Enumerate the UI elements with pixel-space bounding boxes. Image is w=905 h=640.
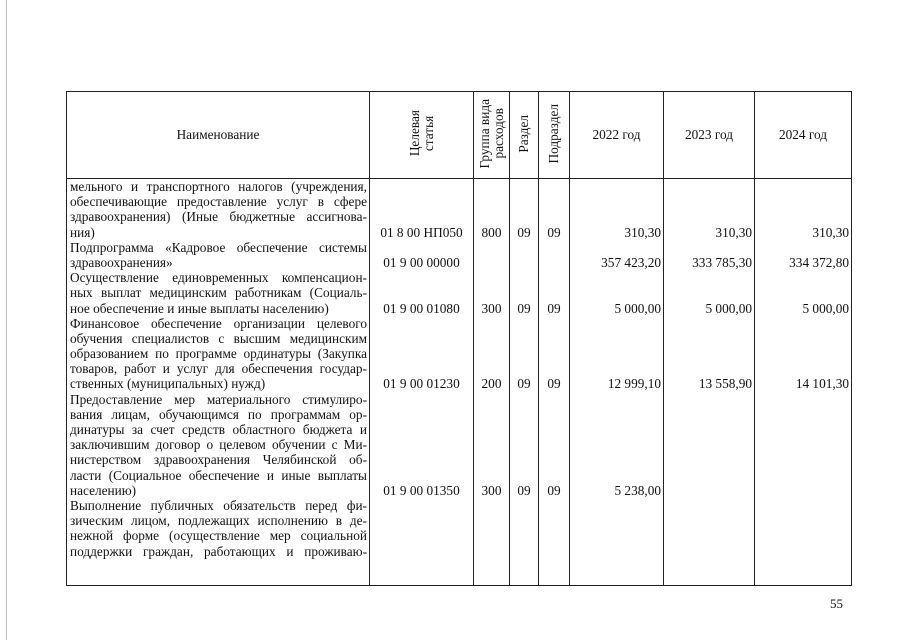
group-line [474, 346, 509, 361]
y2024-line [755, 346, 851, 361]
group-line: 200 [481, 376, 502, 392]
y2023-line: 5 000,00 [705, 300, 752, 316]
y2023-line [664, 240, 754, 255]
y2023-line: 333 785,30 [692, 254, 752, 270]
y2023-line [664, 209, 754, 224]
y2023-line: 13 558,90 [698, 376, 752, 392]
subsection-line [539, 498, 569, 513]
y2024-line: 334 372,80 [789, 254, 849, 270]
y2023-line [664, 270, 754, 285]
name-line: нистерством здравоохранения Челябинской об- [70, 452, 367, 468]
group-line [474, 285, 509, 300]
header-row [67, 92, 852, 179]
section-line [510, 240, 538, 255]
y2023-line [664, 179, 754, 194]
subsection-line: 09 [547, 224, 561, 240]
scan-edge-line [6, 0, 7, 640]
y2023-line [664, 392, 754, 407]
y2022-line [570, 407, 663, 422]
y2024-line [755, 407, 851, 422]
y2024-line [755, 209, 851, 224]
code-line [370, 422, 473, 437]
subsection-line [539, 346, 569, 361]
y2022-line: 310,30 [624, 224, 661, 240]
group-column [474, 179, 510, 586]
header-subsection: Подраздел [539, 92, 570, 179]
group-line [474, 437, 509, 452]
code-line [370, 513, 473, 528]
code-line [370, 209, 473, 224]
y2022-line: 5 000,00 [614, 300, 661, 316]
y2023-line [664, 316, 754, 331]
budget-table [66, 91, 852, 586]
subsection-line [539, 255, 569, 270]
section-line [510, 407, 538, 422]
group-line [474, 316, 509, 331]
header-year-2022: 2022 год [570, 92, 664, 179]
y2024-line [755, 316, 851, 331]
y2024-line [755, 361, 851, 376]
group-line [474, 422, 509, 437]
name-line: обучения специалистов с высшим медицинским [70, 330, 367, 346]
subsection-line [539, 437, 569, 452]
y2023-line [664, 452, 754, 467]
section-line [510, 498, 538, 513]
section-line [510, 331, 538, 346]
y2024-line [755, 422, 851, 437]
name-line: ласти (Социальное обеспечение и иные выплаты [70, 467, 367, 483]
year-2023-column [664, 179, 755, 586]
section-line [510, 255, 538, 270]
y2022-line [570, 437, 663, 452]
subsection-line [539, 270, 569, 285]
code-line [370, 285, 473, 300]
group-line: 800 [481, 224, 502, 240]
body-row [67, 179, 852, 586]
y2024-line [755, 392, 851, 407]
code-line: 01 8 00 НП050 [380, 224, 463, 240]
group-line [474, 209, 509, 224]
name-line: Подпрограмма «Кадровое обеспечение системы [70, 239, 367, 255]
y2024-line [755, 179, 851, 194]
subsection-line: 09 [547, 482, 561, 498]
y2022-line [570, 209, 663, 224]
subsection-line [539, 528, 569, 543]
subsection-column [539, 179, 570, 586]
code-line [370, 179, 473, 194]
code-line: 01 9 00 01230 [383, 376, 460, 392]
subsection-line: 09 [547, 300, 561, 316]
name-line: вания лицам, обучающимся по программам ор- [70, 406, 367, 422]
y2022-line [570, 240, 663, 255]
section-line [510, 513, 538, 528]
subsection-line [539, 361, 569, 376]
y2022-line [570, 392, 663, 407]
y2022-line [570, 331, 663, 346]
group-line [474, 452, 509, 467]
subsection-line [539, 285, 569, 300]
y2023-line [664, 422, 754, 437]
y2024-line [755, 544, 851, 559]
group-line [474, 407, 509, 422]
code-line [370, 452, 473, 467]
y2024-line [755, 270, 851, 285]
group-line [474, 331, 509, 346]
group-line: 300 [481, 482, 502, 498]
subsection-line: 09 [547, 376, 561, 392]
name-column [67, 179, 370, 586]
y2024-line [755, 194, 851, 209]
subsection-line [539, 422, 569, 437]
code-line: 01 9 00 01080 [383, 300, 460, 316]
y2022-line [570, 361, 663, 376]
y2022-line [570, 513, 663, 528]
group-line [474, 544, 509, 559]
page-number: 55 [830, 596, 843, 611]
y2024-line [755, 331, 851, 346]
y2023-line [664, 331, 754, 346]
header-year-2024: 2024 год [755, 92, 852, 179]
y2022-line [570, 528, 663, 543]
section-line [510, 194, 538, 209]
code-line [370, 468, 473, 483]
name-line: ния) [70, 224, 95, 240]
name-line: заключившим договор о целевом обучении с Ми- [70, 437, 367, 453]
name-line: Выполнение публичных обязательств перед фи- [70, 497, 367, 513]
section-line [510, 437, 538, 452]
group-line [474, 361, 509, 376]
name-line: здравоохранения) (Иные бюджетные ассигнова- [70, 209, 367, 225]
section-line: 09 [517, 376, 531, 392]
y2024-line: 310,30 [812, 224, 849, 240]
section-line [510, 392, 538, 407]
code-line [370, 407, 473, 422]
y2023-line: 310,30 [715, 224, 752, 240]
y2024-line [755, 513, 851, 528]
name-line: ных выплат медицинским работникам (Социаль- [70, 285, 367, 301]
name-line: ственных (муниципальных) нужд) [70, 376, 266, 392]
y2022-line [570, 316, 663, 331]
y2023-line [664, 194, 754, 209]
name-line: образованием по программе ординатуры (Закупка [70, 346, 367, 362]
section-line [510, 209, 538, 224]
header-year-2023: 2023 год [664, 92, 755, 179]
y2023-line [664, 468, 754, 483]
section-line [510, 468, 538, 483]
section-line [510, 346, 538, 361]
y2024-line: 14 101,30 [795, 376, 849, 392]
section-line [510, 422, 538, 437]
header-name: Наименование [67, 92, 370, 179]
name-line: зическим лицом, подлежащих исполнению в де- [70, 513, 367, 529]
y2022-line: 5 238,00 [614, 482, 661, 498]
name-line: населению) [70, 482, 137, 498]
code-line: 01 9 00 00000 [383, 254, 460, 270]
section-column [510, 179, 539, 586]
code-line [370, 392, 473, 407]
subsection-line [539, 240, 569, 255]
name-line: поддержки граждан, работающих и проживаю- [70, 543, 367, 559]
section-line [510, 544, 538, 559]
y2022-line [570, 498, 663, 513]
group-line [474, 498, 509, 513]
code-line [370, 544, 473, 559]
code-line: 01 9 00 01350 [383, 482, 460, 498]
subsection-line [539, 209, 569, 224]
group-line [474, 179, 509, 194]
section-line [510, 316, 538, 331]
y2022-line [570, 270, 663, 285]
group-line [474, 468, 509, 483]
y2022-line: 357 423,20 [601, 254, 661, 270]
y2024-line [755, 452, 851, 467]
name-line: динатуры за счет средств областного бюджета и [70, 422, 367, 437]
group-line [474, 392, 509, 407]
y2023-line [664, 285, 754, 300]
y2024-line [755, 437, 851, 452]
y2022-line [570, 194, 663, 209]
subsection-line [539, 544, 569, 559]
y2024-line [755, 528, 851, 543]
section-line [510, 528, 538, 543]
target-column [370, 179, 474, 586]
y2023-line [664, 346, 754, 361]
y2024-line [755, 285, 851, 300]
name-line: Финансовое обеспечение организации целевого [70, 315, 367, 331]
name-line: Осуществление единовременных компенсацион- [70, 270, 367, 286]
header-section: Раздел [510, 92, 539, 179]
name-line: товаров, работ и услуг для обеспечения государ- [70, 361, 367, 377]
subsection-line [539, 407, 569, 422]
name-line: здравоохранения» [70, 254, 173, 270]
code-line [370, 240, 473, 255]
y2023-line [664, 407, 754, 422]
subsection-line [539, 194, 569, 209]
name-line: Предоставление мер материального стимулиро- [70, 391, 367, 407]
name-line: нежной форме (осуществление мер социальной [70, 528, 367, 544]
section-line [510, 270, 538, 285]
section-line: 09 [517, 224, 531, 240]
section-line [510, 361, 538, 376]
y2023-line [664, 528, 754, 543]
y2024-line [755, 498, 851, 513]
subsection-line [539, 392, 569, 407]
y2023-line [664, 513, 754, 528]
y2022-line: 12 999,10 [607, 376, 661, 392]
section-line: 09 [517, 300, 531, 316]
group-line [474, 528, 509, 543]
name-line: мельного и транспортного налогов (учреждения, [70, 179, 367, 194]
y2023-line [664, 498, 754, 513]
section-line: 09 [517, 482, 531, 498]
header-target-article: Целевая статья [370, 92, 474, 179]
code-line [370, 316, 473, 331]
group-line [474, 255, 509, 270]
group-line: 300 [481, 300, 502, 316]
group-line [474, 240, 509, 255]
subsection-line [539, 452, 569, 467]
code-line [370, 437, 473, 452]
y2023-line [664, 483, 754, 498]
subsection-line [539, 468, 569, 483]
code-line [370, 331, 473, 346]
y2023-line [664, 437, 754, 452]
y2022-line [570, 422, 663, 437]
y2024-line: 5 000,00 [802, 300, 849, 316]
y2024-line [755, 240, 851, 255]
y2022-line [570, 179, 663, 194]
y2024-line [755, 483, 851, 498]
group-line [474, 194, 509, 209]
code-line [370, 361, 473, 376]
section-line [510, 179, 538, 194]
name-line: ное обеспечение и иные выплаты населению) [70, 300, 329, 316]
subsection-line [539, 513, 569, 528]
y2022-line [570, 452, 663, 467]
year-2024-column [755, 179, 852, 586]
code-line [370, 498, 473, 513]
name-line: обеспечивающие предоставление услуг в сфере [70, 194, 367, 210]
y2024-line [755, 468, 851, 483]
code-line [370, 194, 473, 209]
y2022-line [570, 285, 663, 300]
code-line [370, 270, 473, 285]
header-expense-group: Группа вида расходов [474, 92, 510, 179]
group-line [474, 513, 509, 528]
subsection-line [539, 316, 569, 331]
group-line [474, 270, 509, 285]
code-line [370, 346, 473, 361]
code-line [370, 528, 473, 543]
subsection-line [539, 331, 569, 346]
y2022-line [570, 346, 663, 361]
year-2022-column [570, 179, 664, 586]
y2022-line [570, 468, 663, 483]
y2023-line [664, 544, 754, 559]
subsection-line [539, 179, 569, 194]
y2022-line [570, 544, 663, 559]
y2023-line [664, 361, 754, 376]
section-line [510, 452, 538, 467]
section-line [510, 285, 538, 300]
